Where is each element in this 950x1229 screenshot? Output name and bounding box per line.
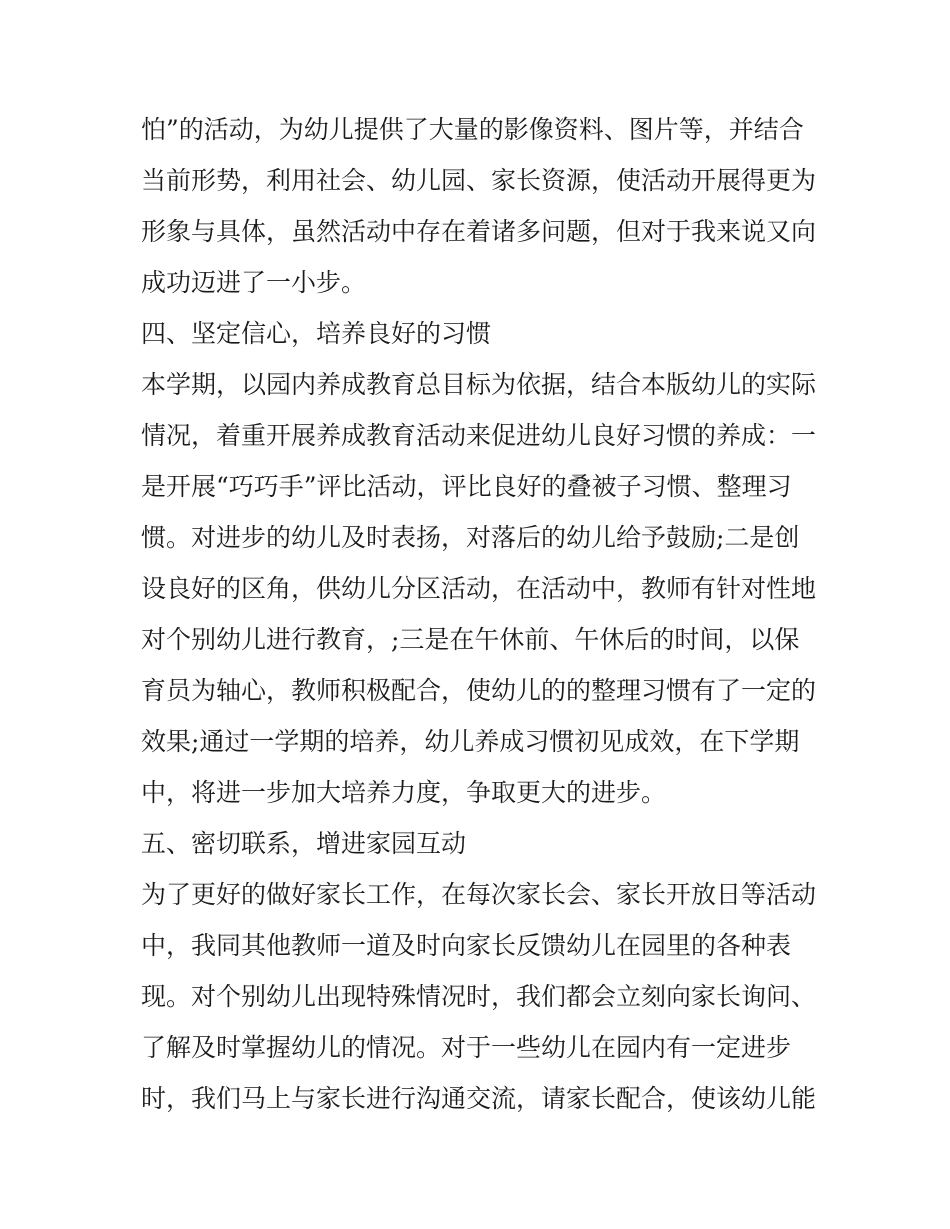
body-line: 了解及时掌握幼儿的情况。对于一些幼儿在园内有一定进步 xyxy=(141,1033,792,1062)
body-line: 成功迈进了一小步。 xyxy=(141,268,367,297)
body-line: 中，我同其他教师一道及时向家长反馈幼儿在园里的各种表 xyxy=(141,931,792,960)
body-line: 效果;通过一学期的培养，幼儿养成习惯初见成效，在下学期 xyxy=(141,727,800,756)
section-heading: 四、坚定信心，培养良好的习惯 xyxy=(141,319,492,348)
body-line: 怕”的活动，为幼儿提供了大量的影像资料、图片等，并结合 xyxy=(141,115,804,144)
body-line: 中，将进一步加大培养力度，争取更大的进步。 xyxy=(141,778,667,807)
body-line: 为了更好的做好家长工作，在每次家长会、家长开放日等活动 xyxy=(141,880,817,909)
body-line: 惯。对进步的幼儿及时表扬，对落后的幼儿给予鼓励;二是创 xyxy=(141,523,800,552)
body-line: 育员为轴心，教师积极配合，使幼儿的的整理习惯有了一定的 xyxy=(141,676,817,705)
body-line: 本学期，以园内养成教育总目标为依据，结合本版幼儿的实际 xyxy=(141,370,817,399)
body-line: 形象与具体，虽然活动中存在着诸多问题，但对于我来说又向 xyxy=(141,217,817,246)
body-line: 当前形势，利用社会、幼儿园、家长资源，使活动开展得更为 xyxy=(141,166,817,195)
section-heading: 五、密切联系，增进家园互动 xyxy=(141,829,467,858)
body-line: 对个别幼儿进行教育，;三是在午休前、午休后的时间，以保 xyxy=(141,625,800,654)
body-line: 设良好的区角，供幼儿分区活动，在活动中，教师有针对性地 xyxy=(141,574,817,603)
document-body xyxy=(141,104,821,1124)
body-line: 是开展“巧巧手”评比活动，评比良好的叠被子习惯、整理习 xyxy=(141,472,792,501)
body-line: 现。对个别幼儿出现特殊情况时，我们都会立刻向家长询问、 xyxy=(141,982,817,1011)
body-line: 情况，着重开展养成教育活动来促进幼儿良好习惯的养成：一 xyxy=(141,421,817,450)
body-line: 时，我们马上与家长进行沟通交流，请家长配合，使该幼儿能 xyxy=(141,1084,817,1113)
